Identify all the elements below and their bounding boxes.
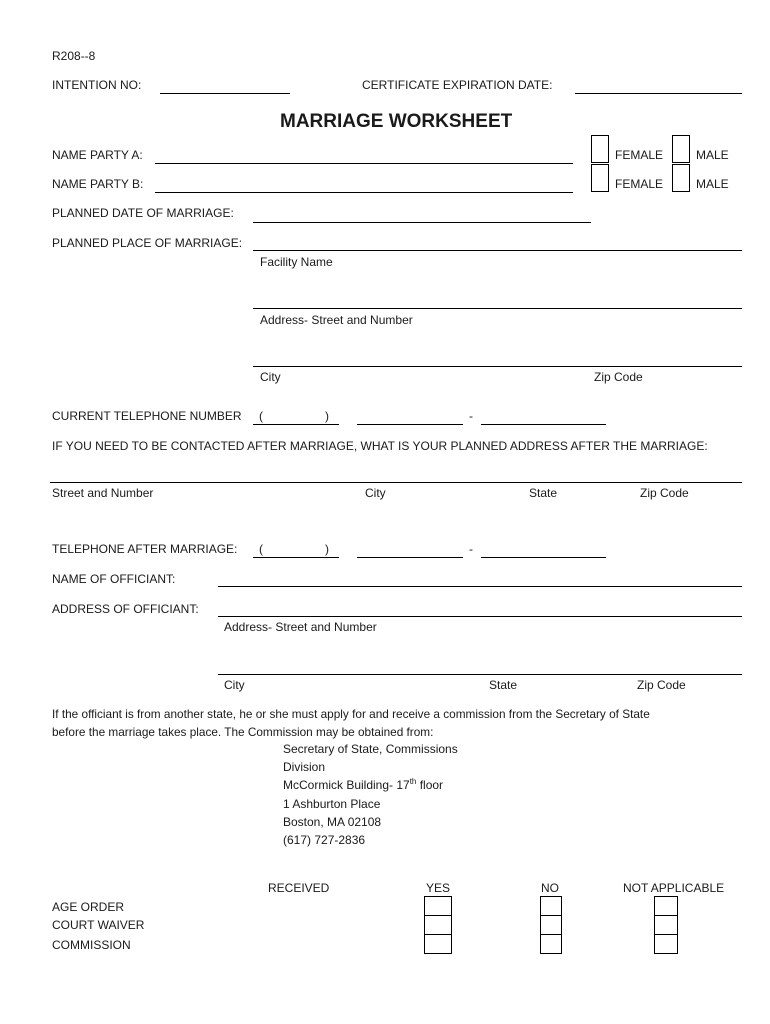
- age-order-na-checkbox[interactable]: [654, 896, 678, 916]
- party-b-label: NAME PARTY B:: [52, 177, 144, 191]
- planned-place-label: PLANNED PLACE OF MARRIAGE:: [52, 236, 243, 250]
- officiant-state-caption: State: [489, 678, 518, 692]
- officiant-name-field[interactable]: [218, 586, 742, 587]
- officiant-city-state-zip-field[interactable]: [218, 674, 742, 675]
- after-city-caption: City: [365, 486, 386, 500]
- age-order-yes-checkbox[interactable]: [424, 896, 452, 916]
- not-applicable-header: NOT APPLICABLE: [623, 881, 725, 895]
- received-header: RECEIVED: [268, 881, 330, 895]
- current-phone-prefix-field[interactable]: [357, 424, 463, 425]
- court-waiver-yes-checkbox[interactable]: [424, 915, 452, 935]
- after-phone-area-code-field[interactable]: [253, 557, 339, 558]
- facility-city-caption: City: [260, 370, 281, 384]
- age-order-no-checkbox[interactable]: [540, 896, 562, 916]
- page-title: MARRIAGE WORKSHEET: [280, 111, 513, 132]
- commission-office-line3: [283, 778, 443, 792]
- party-b-female-checkbox[interactable]: [591, 164, 609, 192]
- commission-office-line4: 1 Ashburton Place: [283, 797, 381, 811]
- current-phone-open-paren: (: [259, 409, 263, 423]
- intention-no-field[interactable]: [160, 93, 290, 94]
- form-code: R208--8: [52, 49, 96, 63]
- commission-yes-checkbox[interactable]: [424, 934, 452, 954]
- after-phone-open-paren: (: [259, 542, 263, 556]
- officiant-zip-caption: Zip Code: [637, 678, 686, 692]
- after-phone-line-field[interactable]: [481, 557, 606, 558]
- party-b-male-label: MALE: [696, 177, 729, 191]
- commission-office-line1: Secretary of State, Commissions: [283, 742, 458, 756]
- party-b-male-checkbox[interactable]: [672, 164, 690, 192]
- current-phone-line-field[interactable]: [481, 424, 606, 425]
- row-label-court-waiver: COURT WAIVER: [52, 918, 145, 932]
- commission-office-floor-word: floor: [416, 778, 444, 792]
- party-a-name-field[interactable]: [155, 163, 573, 164]
- after-phone-label: TELEPHONE AFTER MARRIAGE:: [52, 542, 238, 556]
- commission-office-line2: Division: [283, 760, 326, 774]
- officiant-notice-line2: before the marriage takes place. The Commission may be obtained from:: [52, 725, 434, 739]
- facility-address-field[interactable]: [253, 308, 742, 309]
- after-marriage-address-field[interactable]: [50, 482, 742, 483]
- commission-office-line5: Boston, MA 02108: [283, 815, 382, 829]
- officiant-city-caption: City: [224, 678, 245, 692]
- after-phone-prefix-field[interactable]: [357, 557, 463, 558]
- party-a-male-checkbox[interactable]: [672, 135, 690, 163]
- after-marriage-question: IF YOU NEED TO BE CONTACTED AFTER MARRIAGE, WHAT IS YOUR PLANNED ADDRESS AFTER THE MARRIAGE:: [52, 439, 708, 453]
- row-label-commission: COMMISSION: [52, 938, 131, 952]
- commission-no-checkbox[interactable]: [540, 934, 562, 954]
- after-phone-close-paren: ): [325, 542, 329, 556]
- after-zip-caption: Zip Code: [640, 486, 689, 500]
- intention-no-label: INTENTION NO:: [52, 78, 142, 92]
- commission-office-building: McCormick Building- 17: [283, 778, 410, 792]
- yes-header: YES: [426, 881, 451, 895]
- row-label-age-order: AGE ORDER: [52, 900, 125, 914]
- planned-date-field[interactable]: [253, 222, 591, 223]
- commission-office-floor-suffix: th: [409, 777, 417, 786]
- party-a-label: NAME PARTY A:: [52, 148, 143, 162]
- party-a-female-checkbox[interactable]: [591, 135, 609, 163]
- party-a-male-label: MALE: [696, 148, 729, 162]
- current-phone-close-paren: ): [325, 409, 329, 423]
- current-phone-label: CURRENT TELEPHONE NUMBER: [52, 409, 242, 423]
- facility-name-caption: Facility Name: [260, 255, 333, 269]
- after-state-caption: State: [529, 486, 558, 500]
- cert-exp-label: CERTIFICATE EXPIRATION DATE:: [362, 78, 553, 92]
- party-a-female-label: FEMALE: [615, 148, 664, 162]
- officiant-address-label: ADDRESS OF OFFICIANT:: [52, 602, 199, 616]
- current-phone-area-code-field[interactable]: [253, 424, 339, 425]
- officiant-address-caption: Address- Street and Number: [224, 620, 377, 634]
- facility-city-zip-field[interactable]: [253, 366, 742, 367]
- planned-date-label: PLANNED DATE OF MARRIAGE:: [52, 206, 234, 220]
- commission-na-checkbox[interactable]: [654, 934, 678, 954]
- officiant-name-label: NAME OF OFFICIANT:: [52, 572, 176, 586]
- party-b-name-field[interactable]: [155, 192, 573, 193]
- after-phone-dash: -: [469, 542, 473, 556]
- facility-address-caption: Address- Street and Number: [260, 313, 413, 327]
- facility-name-field[interactable]: [253, 250, 742, 251]
- court-waiver-na-checkbox[interactable]: [654, 915, 678, 935]
- after-street-caption: Street and Number: [52, 486, 154, 500]
- facility-zip-caption: Zip Code: [594, 370, 643, 384]
- court-waiver-no-checkbox[interactable]: [540, 915, 562, 935]
- commission-office-phone: (617) 727-2836: [283, 833, 366, 847]
- officiant-address-field[interactable]: [218, 616, 742, 617]
- party-b-female-label: FEMALE: [615, 177, 664, 191]
- no-header: NO: [541, 881, 559, 895]
- cert-exp-field[interactable]: [575, 93, 742, 94]
- officiant-notice-line1: If the officiant is from another state, he or she must apply for and receive a commission from the Secretary of State: [52, 707, 650, 721]
- current-phone-dash: -: [469, 409, 473, 423]
